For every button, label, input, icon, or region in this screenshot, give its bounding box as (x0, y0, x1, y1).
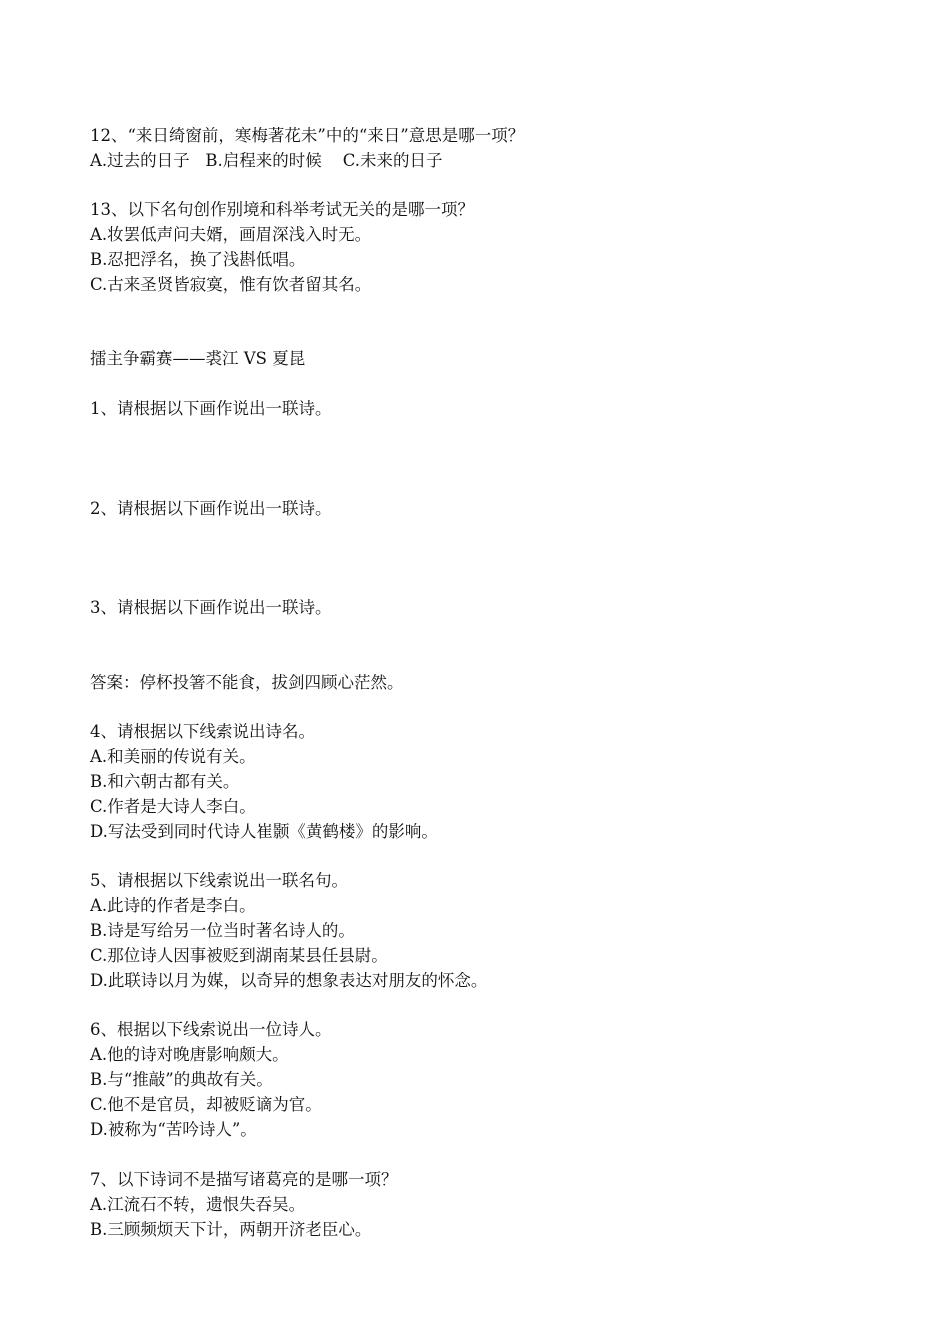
question-5-clue-d: D.此联诗以月为媒，以奇异的想象表达对朋友的怀念。 (90, 971, 488, 990)
round-question-2: 2、请根据以下画作说出一联诗。 (90, 499, 332, 518)
round-question-4: 4、请根据以下线索说出诗名。 (90, 722, 315, 741)
round-question-6: 6、根据以下线索说出一位诗人。 (90, 1020, 332, 1039)
question-4-clue-b: B.和六朝古都有关。 (90, 772, 240, 791)
question-6-clue-a: A.他的诗对晚唐影响颇大。 (90, 1045, 289, 1064)
answer-3: 答案：停杯投箸不能食，拔剑四顾心茫然。 (90, 673, 404, 692)
question-5-clue-a: A.此诗的作者是李白。 (90, 896, 256, 915)
round-question-3: 3、请根据以下画作说出一联诗。 (90, 598, 332, 617)
question-6-clue-c: C.他不是官员，却被贬谪为官。 (90, 1095, 322, 1114)
question-6-clue-d: D.被称为“苦吟诗人”。 (90, 1120, 257, 1139)
round-question-1: 1、请根据以下画作说出一联诗。 (90, 399, 332, 418)
question-4-clue-d: D.写法受到同时代诗人崔颢《黄鹤楼》的影响。 (90, 822, 438, 841)
question-5-clue-b: B.诗是写给另一位当时著名诗人的。 (90, 921, 355, 940)
question-7-option-a: A.江流石不转，遗恨失吞吴。 (90, 1195, 306, 1214)
question-4-clue-a: A.和美丽的传说有关。 (90, 747, 256, 766)
round-question-7: 7、以下诗词不是描写诸葛亮的是哪一项？ (90, 1170, 398, 1189)
question-13-option-a: A.妆罢低声问夫婿，画眉深浅入时无。 (90, 225, 372, 244)
question-4-clue-c: C.作者是大诗人李白。 (90, 797, 256, 816)
question-12: 12、“来日绮窗前，寒梅著花未”中的“来日”意思是哪一项？ (90, 126, 525, 145)
question-12-options: A.过去的日子 B.启程来的时候 C.未来的日子 (90, 151, 443, 170)
question-13-option-b: B.忍把浮名，换了浅斟低唱。 (90, 250, 306, 269)
question-13: 13、以下名句创作别境和科举考试无关的是哪一项？ (90, 200, 474, 219)
question-6-clue-b: B.与“推敲”的典故有关。 (90, 1070, 273, 1089)
question-7-option-b: B.三顾频烦天下计，两朝开济老臣心。 (90, 1220, 372, 1239)
section-heading: 擂主争霸赛——裘江 VS 夏昆 (90, 349, 306, 368)
round-question-5: 5、请根据以下线索说出一联名句。 (90, 871, 348, 890)
question-13-option-c: C.古来圣贤皆寂寞，惟有饮者留其名。 (90, 275, 372, 294)
question-5-clue-c: C.那位诗人因事被贬到湖南某县任县尉。 (90, 946, 388, 965)
